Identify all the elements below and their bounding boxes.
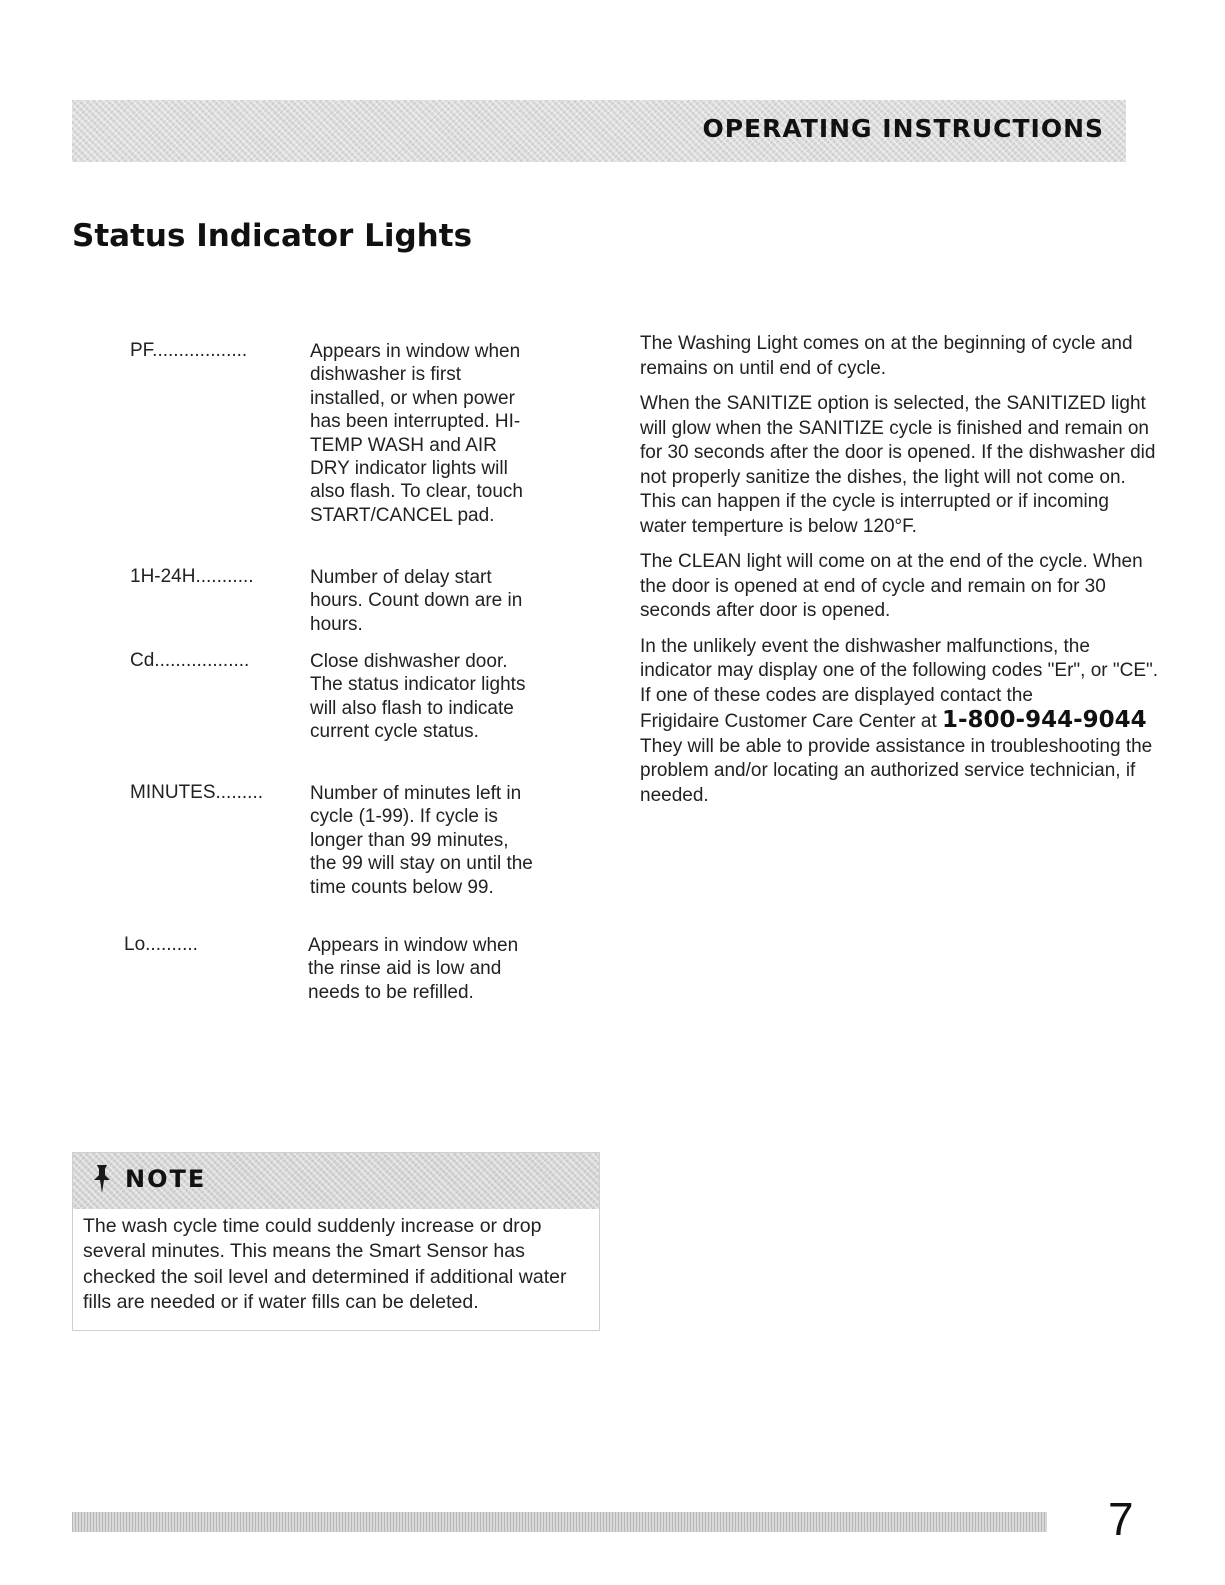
pushpin-icon	[89, 1163, 115, 1195]
light-descriptions	[640, 332, 1160, 819]
note-text: The wash cycle time could suddenly increase or drop several minutes. This means the Smart Sensor has checked the soil level and determined if additional water fills are needed or if water fills can be deleted.	[83, 1215, 567, 1313]
footer-band	[72, 1512, 1047, 1532]
error-codes-paragraph: In the unlikely event the dishwasher malfunctions, the indicator may display one of the following codes "Er", or "CE". If one of these codes are displayed contact the	[640, 635, 1159, 706]
status-code-description: Number of minutes left in cycle (1-99). If cycle is longer than 99 minutes, the 99 will stay on until the time counts below 99.	[310, 783, 533, 898]
status-code-description: Number of delay start hours. Count down are in hours.	[310, 567, 523, 635]
header-band	[72, 100, 1126, 162]
contact-prefix: Frigidaire Customer Care Center at	[640, 711, 937, 732]
status-code-description: Appears in window when dishwasher is first installed, or when power has been interrupted. HI-TEMP WASH and AIR DRY indicator lights will also flash. To clear, touch START/CANCEL pad.	[310, 341, 523, 526]
section-header-title: OPERATING INSTRUCTIONS	[702, 114, 1104, 143]
note-header	[73, 1153, 599, 1209]
status-code-label: Lo..........	[124, 934, 198, 955]
note-box	[72, 1152, 600, 1331]
status-code-label: PF..................	[130, 340, 248, 361]
status-code-description: Close dishwasher door. The status indicator lights will also flash to indicate current cycle status.	[310, 651, 526, 743]
status-code-label: Cd..................	[130, 650, 250, 671]
contact-suffix: They will be able to provide assistance in troubleshooting the problem and/or locating an authorized service technician, if needed.	[640, 735, 1153, 806]
status-code-description: Appears in window when the rinse aid is low and needs to be refilled.	[308, 935, 519, 1003]
page-title: Status Indicator Lights	[72, 218, 473, 254]
status-code-label: 1H-24H...........	[130, 566, 254, 587]
clean-light-paragraph: The CLEAN light will come on at the end of the cycle. When the door is opened at end of cycle and remain on for 30 seconds after door is opened.	[640, 551, 1143, 621]
washing-light-paragraph: The Washing Light comes on at the beginning of cycle and remains on until end of cycle.	[640, 333, 1133, 379]
customer-care-phone: 1-800-944-9044	[942, 707, 1147, 733]
status-code-label: MINUTES.........	[130, 782, 264, 803]
page-number: 7	[1108, 1493, 1134, 1545]
note-title: NOTE	[125, 1165, 207, 1193]
sanitized-light-paragraph: When the SANITIZE option is selected, the SANITIZED light will glow when the SANITIZE cycle is finished and remain on for 30 seconds after the door is opened. If the dishwasher did not properly sanitize the dishes, the light will not come on. This can happen if the cycle is interrupted or if incoming water temperture is below 120°F.	[640, 393, 1156, 537]
contact-paragraph	[640, 708, 1160, 808]
